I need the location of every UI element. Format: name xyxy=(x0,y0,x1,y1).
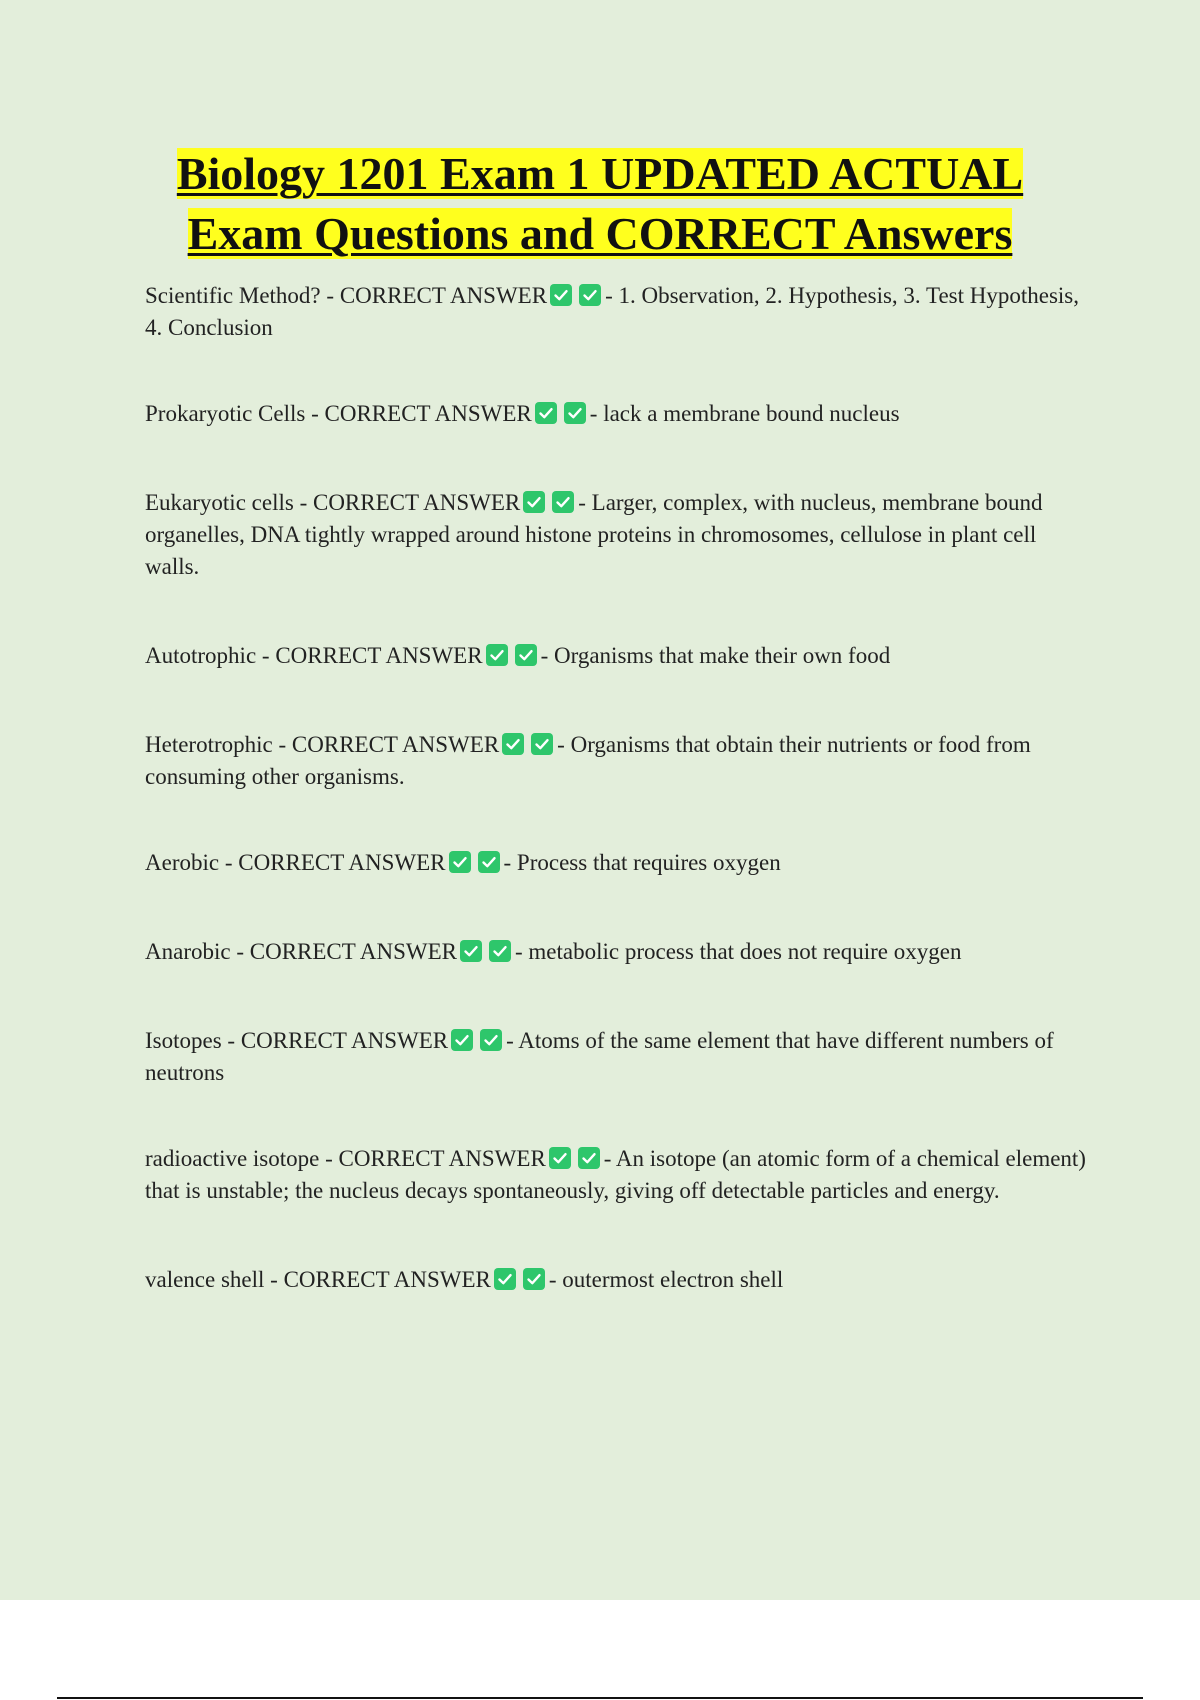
title-text xyxy=(177,148,1023,259)
page-title xyxy=(100,144,1100,264)
qa-definition: lack a membrane bound nucleus xyxy=(603,401,900,426)
green-checkmark-icon xyxy=(550,284,572,306)
qa-term: Anarobic xyxy=(145,939,231,964)
correct-answer-label: CORRECT ANSWER xyxy=(283,1267,491,1292)
qa-item xyxy=(145,936,1095,968)
qa-separator: - xyxy=(603,1146,616,1171)
correct-answer-label: CORRECT ANSWER xyxy=(275,643,483,668)
qa-separator: - xyxy=(540,643,554,668)
qa-item xyxy=(145,487,1095,583)
qa-separator: - xyxy=(503,850,517,875)
correct-answer-label: CORRECT ANSWER xyxy=(249,939,457,964)
qa-term: Heterotrophic xyxy=(145,732,273,757)
green-checkmark-icon xyxy=(531,733,553,755)
qa-definition: Larger, complex, with nucleus, membrane bound organelles, DNA tightly wrapped around histone proteins in chromosomes, cellulose in plant cell walls. xyxy=(145,490,1043,579)
green-checkmark-icon xyxy=(494,1268,516,1290)
correct-answer-label: CORRECT ANSWER xyxy=(338,1146,546,1171)
green-checkmark-icon xyxy=(579,284,601,306)
qa-term: Scientific Method? xyxy=(145,283,321,308)
qa-separator: - xyxy=(605,283,619,308)
qa-item xyxy=(145,1264,1095,1296)
qa-definition: outermost electron shell xyxy=(562,1267,784,1292)
qa-definition: metabolic process that does not require oxygen xyxy=(528,939,962,964)
footer-divider xyxy=(57,1697,1143,1699)
qa-definition: 1. Observation, 2. Hypothesis, 3. Test Hypothesis, 4. Conclusion xyxy=(145,283,1079,340)
green-checkmark-icon xyxy=(535,402,557,424)
qa-term: Eukaryotic cells xyxy=(145,490,294,515)
qa-item xyxy=(145,847,1095,879)
green-checkmark-icon xyxy=(486,644,508,666)
qa-term: valence shell xyxy=(145,1267,265,1292)
green-checkmark-icon xyxy=(449,851,471,873)
correct-answer-label: CORRECT ANSWER xyxy=(240,1028,449,1053)
title-line-2: Exam Questions and CORRECT Answers xyxy=(187,208,1013,259)
green-checkmark-icon xyxy=(502,733,524,755)
green-checkmark-icon xyxy=(451,1029,473,1051)
green-checkmark-icon xyxy=(489,940,511,962)
correct-answer-label: CORRECT ANSWER xyxy=(238,850,446,875)
correct-answer-label: CORRECT ANSWER xyxy=(339,283,548,308)
qa-item xyxy=(145,729,1095,793)
green-checkmark-icon xyxy=(460,940,482,962)
green-checkmark-icon xyxy=(523,491,545,513)
qa-term: radioactive isotope xyxy=(145,1146,320,1171)
qa-separator: - xyxy=(557,732,571,757)
qa-item xyxy=(145,640,1095,672)
qa-separator: - xyxy=(264,1267,284,1292)
qa-separator: - xyxy=(578,490,592,515)
qa-separator: - xyxy=(272,732,292,757)
green-checkmark-icon xyxy=(552,491,574,513)
qa-separator: - xyxy=(589,401,604,426)
qa-term: Isotopes xyxy=(145,1028,222,1053)
qa-list xyxy=(145,280,1095,1296)
qa-separator: - xyxy=(230,939,250,964)
qa-definition: Organisms that obtain their nutrients or food from consuming other organisms. xyxy=(145,732,1031,789)
qa-separator: - xyxy=(305,401,325,426)
qa-item xyxy=(145,398,1095,430)
qa-term: Aerobic xyxy=(145,850,220,875)
correct-answer-label: CORRECT ANSWER xyxy=(312,490,521,515)
qa-separator: - xyxy=(256,643,276,668)
correct-answer-label: CORRECT ANSWER xyxy=(291,732,500,757)
green-checkmark-icon xyxy=(523,1268,545,1290)
title-line-1: Biology 1201 Exam 1 UPDATED ACTUAL xyxy=(176,148,1024,199)
green-checkmark-icon xyxy=(478,851,500,873)
qa-definition: An isotope (an atomic form of a chemical element) that is unstable; the nucleus decays spontaneously, giving off detectable particles and energy. xyxy=(145,1146,1086,1203)
qa-separator: - xyxy=(515,939,529,964)
green-checkmark-icon xyxy=(578,1147,600,1169)
qa-item xyxy=(145,280,1095,344)
qa-definition: Organisms that make their own food xyxy=(554,643,891,668)
correct-answer-label: CORRECT ANSWER xyxy=(324,401,532,426)
green-checkmark-icon xyxy=(480,1029,502,1051)
qa-separator: - xyxy=(506,1028,519,1053)
qa-separator: - xyxy=(293,490,313,515)
qa-separator: - xyxy=(548,1267,563,1292)
green-checkmark-icon xyxy=(549,1147,571,1169)
qa-definition: Process that requires oxygen xyxy=(516,850,781,875)
qa-separator: - xyxy=(320,283,340,308)
qa-definition: Atoms of the same element that have different numbers of neutrons xyxy=(145,1028,1054,1085)
qa-item xyxy=(145,1025,1095,1089)
qa-separator: - xyxy=(221,1028,241,1053)
qa-term: Prokaryotic Cells xyxy=(145,401,306,426)
qa-separator: - xyxy=(319,1146,339,1171)
green-checkmark-icon xyxy=(515,644,537,666)
qa-term: Autotrophic xyxy=(145,643,257,668)
qa-item xyxy=(145,1143,1095,1207)
green-checkmark-icon xyxy=(564,402,586,424)
qa-separator: - xyxy=(219,850,239,875)
